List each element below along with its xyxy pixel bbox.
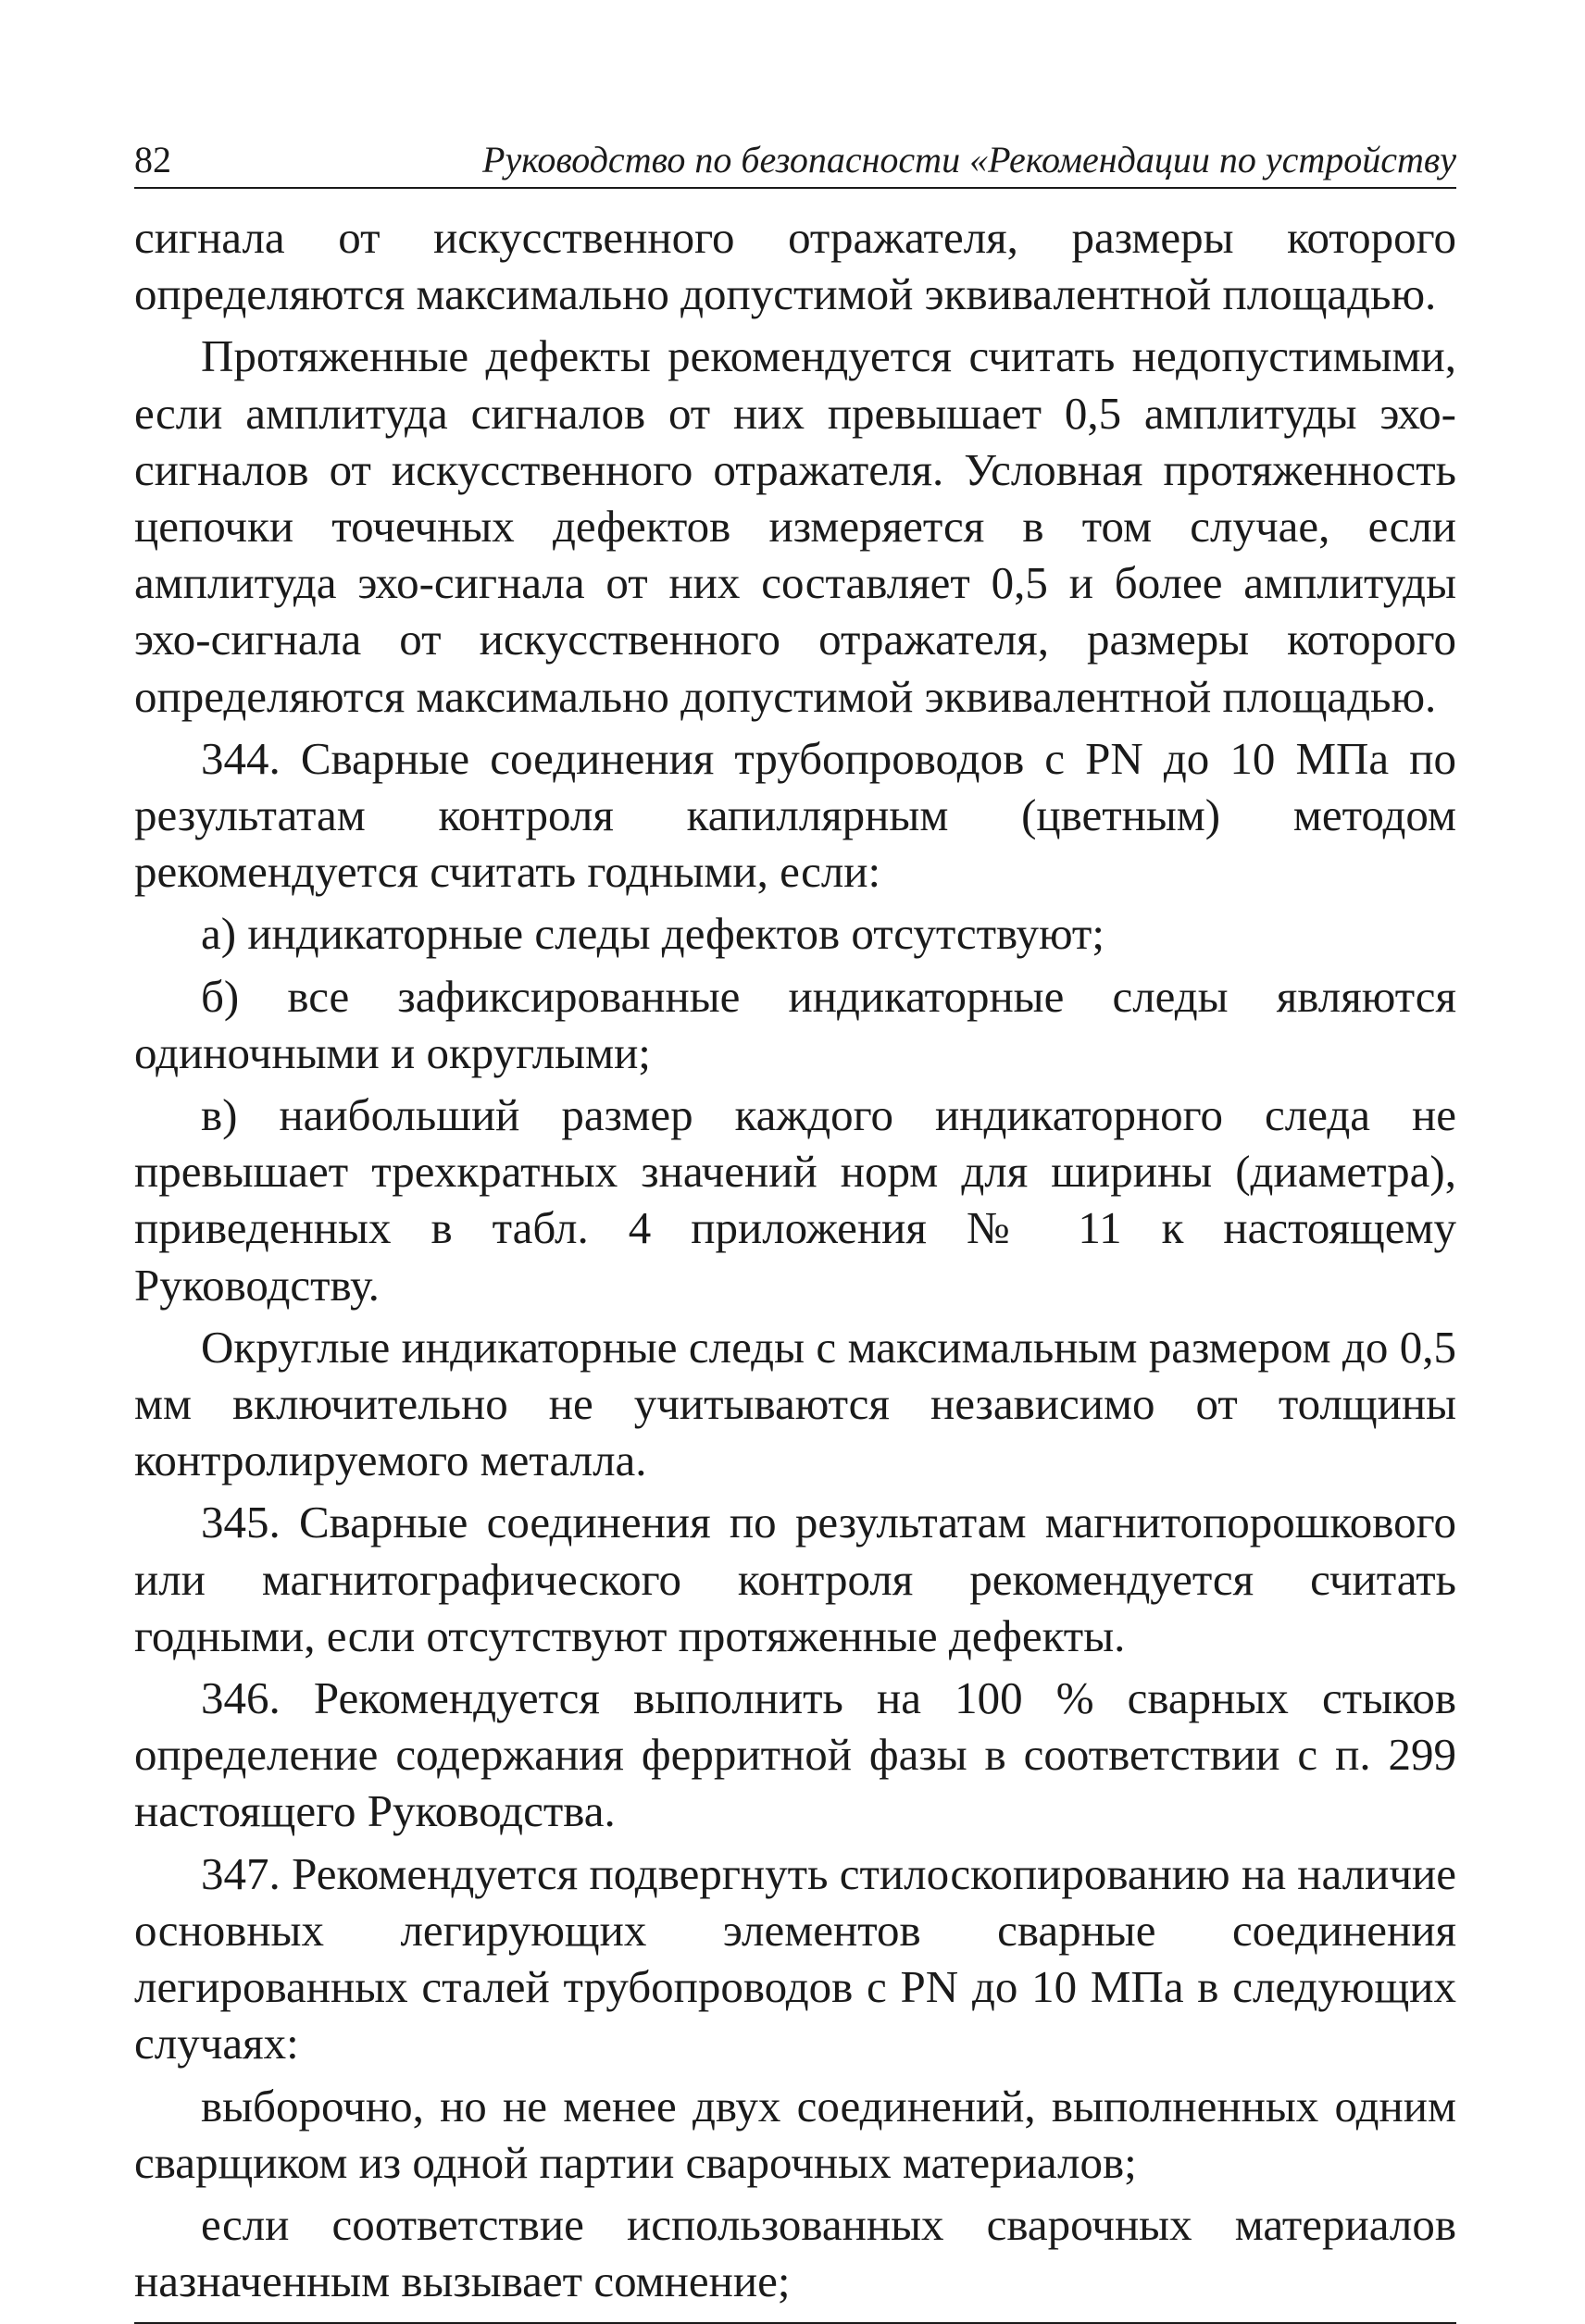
paragraph: сигнала от искусственного отражателя, размеры которого определяются максимально допустимой эквивалентной площадью. <box>134 212 1456 320</box>
body-text <box>134 209 1456 2309</box>
running-header <box>134 139 1456 189</box>
running-title: Руководство по безопасности «Рекомендации по устройству <box>482 139 1456 180</box>
paragraph: Округлые индикаторные следы с максимальным размером до 0,5 мм включительно не учитываются независимо от толщины контролируемого металла. <box>134 1321 1456 1486</box>
paragraph-item-347: 347. Рекомендуется подвергнуть стилоскопированию на наличие основных легирующих элементов сварные соединения легированных сталей трубопроводов с PN до 10 МПа в следующих случаях: <box>134 1847 1456 2069</box>
list-item-b: б) все зафиксированные индикаторные следы являются одиночными и округлыми; <box>134 970 1456 1078</box>
document-page <box>134 139 1456 2324</box>
paragraph-item-345: 345. Сварные соединения по результатам магнитопорошкового или магнитографического контроля рекомендуется считать годными, если отсутствуют протяженные дефекты. <box>134 1497 1456 1661</box>
list-item-a: а) индикаторные следы дефектов отсутствуют; <box>201 908 1105 960</box>
list-item: если соответствие использованных сварочных материалов назначенным вызывает сомнение; <box>134 2198 1456 2307</box>
list-item: выборочно, но не менее двух соединений, выполненных одним сварщиком из одной партии сварочных материалов; <box>134 2080 1456 2188</box>
list-item-v: в) наибольший размер каждого индикаторного следа не превышает трехкратных значений норм для ширины (диаметра), приведенных в табл. 4 приложения № 11 к настоящему Руководству. <box>134 1089 1456 1311</box>
paragraph-item-346: 346. Рекомендуется выполнить на 100 % сварных стыков определение содержания ферритной фазы в соответствии с п. 299 настоящего Руководства. <box>134 1672 1456 1837</box>
page-number: 82 <box>134 139 171 180</box>
paragraph-item-344: 344. Сварные соединения трубопроводов с PN до 10 МПа по результатам контроля капиллярным (цветным) методом рекомендуется считать годными, если: <box>134 732 1456 898</box>
paragraph: Протяженные дефекты рекомендуется считать недопустимыми, если амплитуда сигналов от них превышает 0,5 амплитуды эхо-сигналов от искусственного отражателя. Условная протяженность цепочки точечных дефектов измеряется в том случае, если амплитуда эхо-сигнала от них составляет 0,5 и более амплитуды эхо-сигнала от искусственного отражателя, размеры которого определяются максимально допустимой эквивалентной площадью. <box>134 330 1456 722</box>
